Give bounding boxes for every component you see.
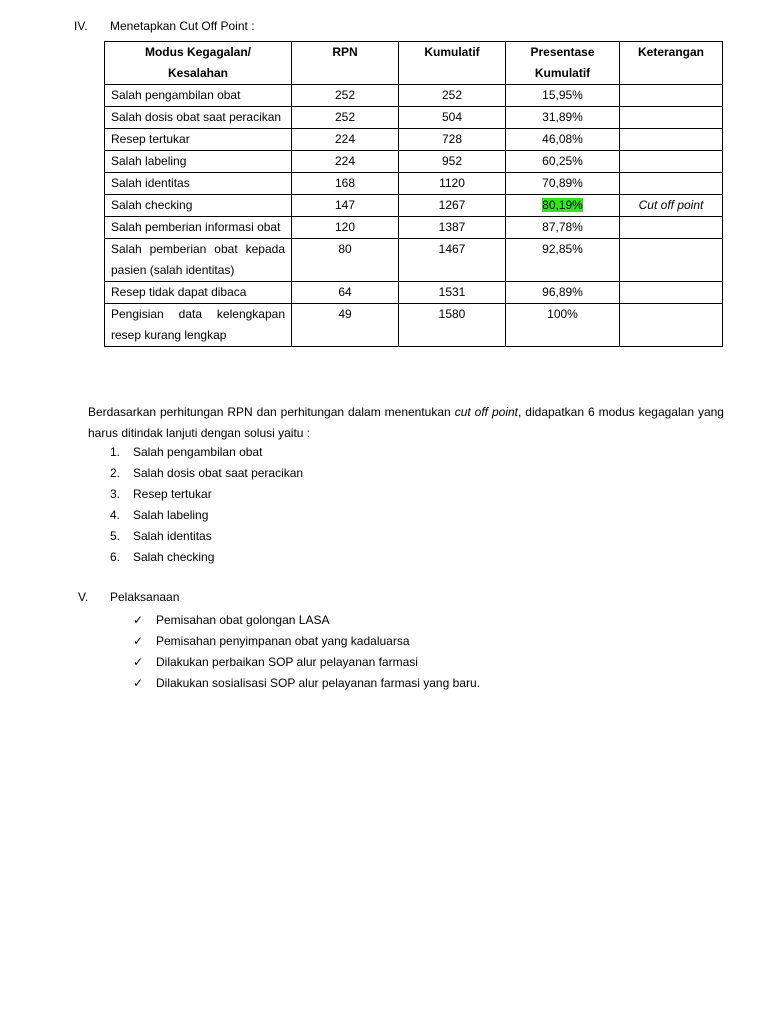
cell-keterangan xyxy=(620,239,723,282)
list-item xyxy=(133,610,480,631)
cell-kumulatif: 728 xyxy=(399,129,506,151)
list-item xyxy=(133,631,480,652)
list-text: Resep tertukar xyxy=(133,487,212,501)
list-text: Salah dosis obat saat peracikan xyxy=(133,466,304,480)
cell-presentase: 46,08% xyxy=(506,129,620,151)
cell-kumulatif: 952 xyxy=(399,151,506,173)
cell-kumulatif: 1267 xyxy=(399,195,506,217)
failure-mode-list xyxy=(110,442,303,568)
cell-mode: Resep tertukar xyxy=(105,129,292,151)
cell-keterangan xyxy=(620,129,723,151)
table-row-cutoff xyxy=(105,195,723,217)
table-row xyxy=(105,107,723,129)
list-item xyxy=(110,463,303,484)
list-item xyxy=(133,652,480,673)
list-number: 6. xyxy=(110,550,121,564)
cell-kumulatif: 1467 xyxy=(399,239,506,282)
cell-presentase xyxy=(506,195,620,217)
list-text: Salah labeling xyxy=(133,508,209,522)
list-number: 3. xyxy=(110,487,121,501)
cell-rpn: 80 xyxy=(292,239,399,282)
cell-presentase: 31,89% xyxy=(506,107,620,129)
cell-mode: Salah identitas xyxy=(105,173,292,195)
cell-keterangan xyxy=(620,173,723,195)
cell-keterangan xyxy=(620,151,723,173)
list-text: Salah checking xyxy=(133,550,215,564)
cell-keterangan xyxy=(620,282,723,304)
cell-kumulatif: 252 xyxy=(399,85,506,107)
cell-keterangan: Cut off point xyxy=(620,195,723,217)
cell-rpn: 252 xyxy=(292,107,399,129)
cell-rpn: 147 xyxy=(292,195,399,217)
cell-keterangan xyxy=(620,107,723,129)
table-row xyxy=(105,151,723,173)
table-header-row xyxy=(105,42,723,85)
header-presentase: Presentase Kumulatif xyxy=(506,42,620,85)
header-keterangan: Keterangan xyxy=(620,42,723,85)
cell-rpn: 224 xyxy=(292,151,399,173)
cell-mode: Salah pemberian obat kepada pasien (salah identitas) xyxy=(105,239,292,282)
section-number: IV. xyxy=(74,19,88,33)
table-row xyxy=(105,304,723,347)
cell-presentase: 92,85% xyxy=(506,239,620,282)
cell-presentase: 15,95% xyxy=(506,85,620,107)
check-icon: ✓ xyxy=(133,613,144,627)
header-mode: Modus Kegagalan/ Kesalahan xyxy=(105,42,292,85)
list-text: Salah identitas xyxy=(133,529,212,543)
cell-rpn: 120 xyxy=(292,217,399,239)
cell-rpn: 252 xyxy=(292,85,399,107)
cell-keterangan xyxy=(620,217,723,239)
list-text: Salah pengambilan obat xyxy=(133,445,263,459)
list-item xyxy=(110,442,303,463)
check-icon: ✓ xyxy=(133,634,144,648)
cell-mode: Salah dosis obat saat peracikan xyxy=(105,107,292,129)
cell-mode: Pengisian data kelengkapan resep kurang lengkap xyxy=(105,304,292,347)
list-item xyxy=(110,484,303,505)
cell-kumulatif: 1120 xyxy=(399,173,506,195)
cell-mode: Salah pemberian informasi obat xyxy=(105,217,292,239)
cell-rpn: 64 xyxy=(292,282,399,304)
section-number: V. xyxy=(78,590,89,604)
list-text: Dilakukan perbaikan SOP alur pelayanan farmasi xyxy=(156,655,418,669)
section-iv-heading xyxy=(74,19,255,33)
table-row xyxy=(105,282,723,304)
cell-kumulatif: 504 xyxy=(399,107,506,129)
list-item xyxy=(110,505,303,526)
section-title: Menetapkan Cut Off Point : xyxy=(110,19,255,33)
cell-keterangan xyxy=(620,304,723,347)
list-number: 5. xyxy=(110,529,121,543)
table-row xyxy=(105,173,723,195)
cell-kumulatif: 1580 xyxy=(399,304,506,347)
table-row xyxy=(105,217,723,239)
cell-mode: Salah pengambilan obat xyxy=(105,85,292,107)
list-item xyxy=(110,547,303,568)
cell-rpn: 224 xyxy=(292,129,399,151)
list-number: 4. xyxy=(110,508,121,522)
cell-mode: Salah labeling xyxy=(105,151,292,173)
list-text: Dilakukan sosialisasi SOP alur pelayanan farmasi yang baru. xyxy=(156,676,480,690)
list-number: 1. xyxy=(110,445,121,459)
cell-rpn: 168 xyxy=(292,173,399,195)
header-rpn: RPN xyxy=(292,42,399,85)
check-icon: ✓ xyxy=(133,655,144,669)
cell-presentase: 60,25% xyxy=(506,151,620,173)
list-item xyxy=(110,526,303,547)
cell-presentase: 70,89% xyxy=(506,173,620,195)
summary-paragraph: Berdasarkan perhitungan RPN dan perhitungan dalam menentukan cut off point, didapatkan 6 modus kegagalan yang harus ditindak lanjuti dengan solusi yaitu : xyxy=(88,405,724,440)
cell-presentase: 100% xyxy=(506,304,620,347)
list-item xyxy=(133,673,480,694)
cell-mode: Resep tidak dapat dibaca xyxy=(105,282,292,304)
cutoff-highlight: 80,19% xyxy=(542,198,583,212)
section-v-heading xyxy=(78,590,180,604)
list-text: Pemisahan obat golongan LASA xyxy=(156,613,330,627)
table-row xyxy=(105,85,723,107)
list-number: 2. xyxy=(110,466,121,480)
emphasis-cut-off-point: cut off point xyxy=(454,405,518,419)
section-title: Pelaksanaan xyxy=(110,590,180,604)
check-icon: ✓ xyxy=(133,676,144,690)
cell-presentase: 87,78% xyxy=(506,217,620,239)
rpn-table xyxy=(104,41,723,347)
table-row xyxy=(105,239,723,282)
header-kumulatif: Kumulatif xyxy=(399,42,506,85)
cell-kumulatif: 1531 xyxy=(399,282,506,304)
table-row xyxy=(105,129,723,151)
list-text: Pemisahan penyimpanan obat yang kadaluarsa xyxy=(156,634,410,648)
cell-keterangan xyxy=(620,85,723,107)
cell-rpn: 49 xyxy=(292,304,399,347)
cell-kumulatif: 1387 xyxy=(399,217,506,239)
cell-mode: Salah checking xyxy=(105,195,292,217)
implementation-list xyxy=(133,610,480,694)
cell-presentase: 96,89% xyxy=(506,282,620,304)
